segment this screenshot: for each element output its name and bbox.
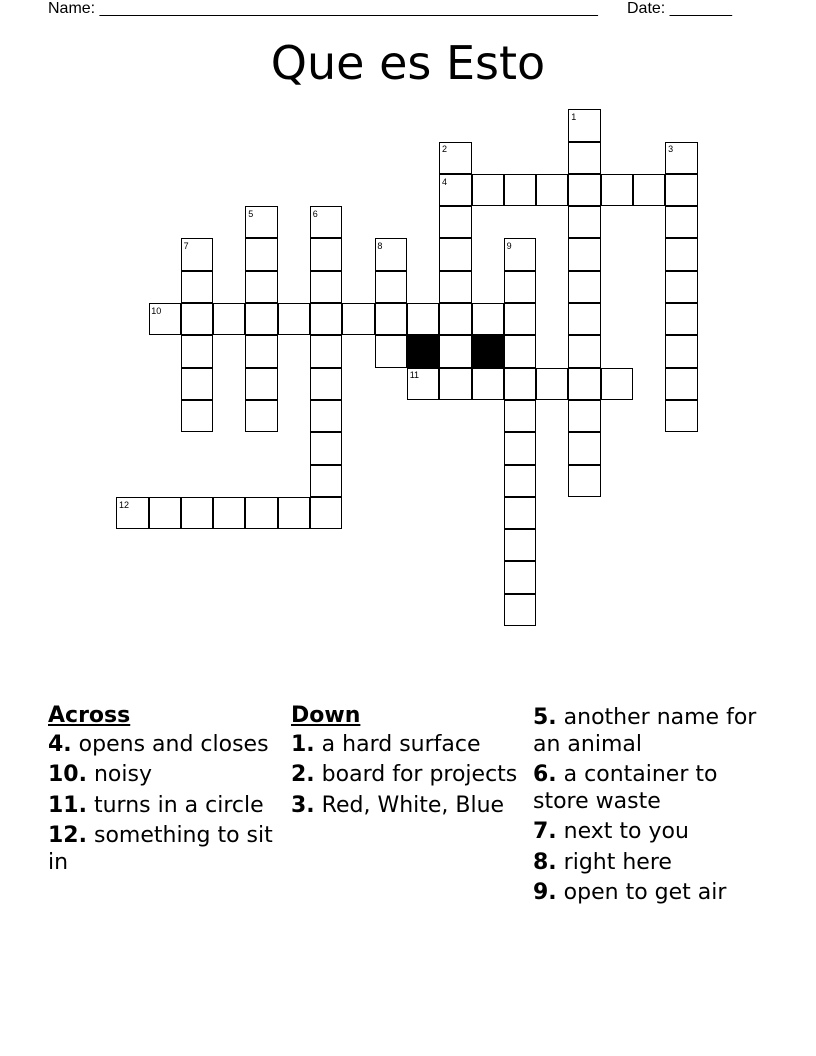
crossword-cell[interactable]: [665, 335, 697, 367]
crossword-cell[interactable]: [439, 271, 471, 303]
crossword-cell[interactable]: [504, 497, 536, 529]
crossword-cell[interactable]: [504, 368, 536, 400]
crossword-cell[interactable]: [472, 368, 504, 400]
crossword-cell[interactable]: [504, 529, 536, 561]
crossword-cell[interactable]: [504, 400, 536, 432]
clue-number: 3: [668, 144, 674, 155]
crossword-cell[interactable]: [568, 142, 600, 174]
crossword-cell[interactable]: [181, 497, 213, 529]
clue-number: 8: [377, 241, 383, 252]
crossword-cell[interactable]: [375, 271, 407, 303]
clue-number: 4: [442, 176, 448, 187]
crossword-cell[interactable]: [278, 497, 310, 529]
clue-down-5: 5. another name for an animal: [533, 705, 757, 757]
page-title: Que es Esto: [270, 36, 546, 90]
down-clues: [291, 703, 521, 823]
crossword-cell[interactable]: [665, 271, 697, 303]
crossword-cell[interactable]: [504, 432, 536, 464]
crossword-cell[interactable]: [310, 271, 342, 303]
crossword-cell[interactable]: [439, 368, 471, 400]
crossword-cell[interactable]: [472, 303, 504, 335]
clue-across-4: 4. opens and closes: [48, 731, 269, 757]
clue-down-9: 9. open to get air: [533, 880, 727, 905]
crossword-cell[interactable]: [342, 303, 374, 335]
name-field[interactable]: Name: ________________________________________________________: [48, 0, 598, 17]
crossword-cell[interactable]: [504, 174, 536, 206]
clue-across-12: 12. something to sit in: [48, 823, 273, 875]
crossword-cell[interactable]: [568, 465, 600, 497]
clue-down-6: 6. a container to store waste: [533, 762, 718, 814]
crossword-cell[interactable]: [375, 303, 407, 335]
crossword-cell[interactable]: [181, 271, 213, 303]
clue-number: 7: [183, 241, 189, 252]
crossword-cell[interactable]: [310, 335, 342, 367]
crossword-cell[interactable]: [245, 368, 277, 400]
crossword-cell[interactable]: [633, 174, 665, 206]
clue-down-3: 3. Red, White, Blue: [291, 792, 505, 818]
clue-down-8: 8. right here: [533, 849, 672, 875]
crossword-cell[interactable]: [568, 368, 600, 400]
crossword-cell[interactable]: [245, 303, 277, 335]
clue-across-11: 11. turns in a circle: [48, 792, 264, 818]
crossword-cell[interactable]: [439, 303, 471, 335]
crossword-cell[interactable]: [665, 206, 697, 238]
clue-number: 2: [442, 144, 448, 155]
clue-down-7: 7. next to you: [533, 819, 689, 844]
crossword-cell[interactable]: [601, 174, 633, 206]
crossword-cell[interactable]: [568, 400, 600, 432]
clue-number: 1: [571, 112, 577, 122]
crossword-cell[interactable]: [310, 238, 342, 270]
crossword-cell[interactable]: [407, 303, 439, 335]
crossword-cell[interactable]: [181, 335, 213, 367]
clue-number: 10: [151, 305, 162, 316]
crossword-cell[interactable]: [245, 271, 277, 303]
clue-down-1: 1. a hard surface: [291, 731, 481, 757]
crossword-cell[interactable]: [504, 465, 536, 497]
crossword-cell[interactable]: [245, 497, 277, 529]
across-clues: [48, 703, 278, 880]
black-cell: [407, 335, 439, 367]
crossword-cell[interactable]: [536, 174, 568, 206]
crossword-cell[interactable]: [665, 368, 697, 400]
black-cell: [472, 335, 504, 367]
clue-down-2: 2. board for projects: [291, 762, 518, 787]
crossword-cell[interactable]: [310, 497, 342, 529]
crossword-cell[interactable]: [568, 238, 600, 270]
crossword-cell[interactable]: [439, 206, 471, 238]
crossword-cell[interactable]: [181, 368, 213, 400]
crossword-cell[interactable]: [439, 238, 471, 270]
crossword-cell[interactable]: [439, 335, 471, 367]
crossword-cell[interactable]: [665, 400, 697, 432]
down-heading: Down: [291, 703, 361, 728]
crossword-cell[interactable]: [536, 368, 568, 400]
date-field[interactable]: Date: _______: [627, 0, 732, 17]
crossword-cell[interactable]: [310, 432, 342, 464]
crossword-cell[interactable]: [504, 303, 536, 335]
down-clues-continued: [533, 705, 763, 911]
clue-across-10: 10. noisy: [48, 762, 152, 787]
crossword-cell[interactable]: [472, 174, 504, 206]
crossword-cell[interactable]: [601, 368, 633, 400]
across-heading: Across: [48, 703, 131, 728]
crossword-cell[interactable]: [310, 303, 342, 335]
crossword-cell[interactable]: [504, 335, 536, 367]
crossword-cell[interactable]: [504, 561, 536, 593]
clue-number: 11: [409, 370, 420, 381]
crossword-cell[interactable]: [375, 335, 407, 367]
clue-number: 9: [506, 241, 512, 252]
crossword-cell[interactable]: [504, 594, 536, 626]
crossword-cell[interactable]: [568, 271, 600, 303]
crossword-cell[interactable]: [665, 238, 697, 270]
crossword-cell[interactable]: [213, 303, 245, 335]
crossword-cell[interactable]: [568, 206, 600, 238]
crossword-cell[interactable]: [149, 497, 181, 529]
crossword-cell[interactable]: [504, 271, 536, 303]
clue-number: 5: [248, 208, 254, 219]
crossword-cell[interactable]: [310, 400, 342, 432]
crossword-cell[interactable]: [181, 400, 213, 432]
crossword-cell[interactable]: [213, 497, 245, 529]
clue-number: 12: [119, 499, 130, 510]
crossword-cell[interactable]: [665, 174, 697, 206]
crossword-cell[interactable]: [568, 174, 600, 206]
clue-number: 6: [312, 208, 318, 219]
crossword-cell[interactable]: [245, 400, 277, 432]
crossword-cell[interactable]: [181, 303, 213, 335]
crossword-cell[interactable]: [568, 303, 600, 335]
crossword-cell[interactable]: [310, 368, 342, 400]
crossword-cell[interactable]: [245, 335, 277, 367]
crossword-cell[interactable]: [245, 238, 277, 270]
crossword-cell[interactable]: [665, 303, 697, 335]
crossword-cell[interactable]: [568, 432, 600, 464]
crossword-cell[interactable]: [568, 335, 600, 367]
crossword-cell[interactable]: [278, 303, 310, 335]
crossword-cell[interactable]: [310, 465, 342, 497]
